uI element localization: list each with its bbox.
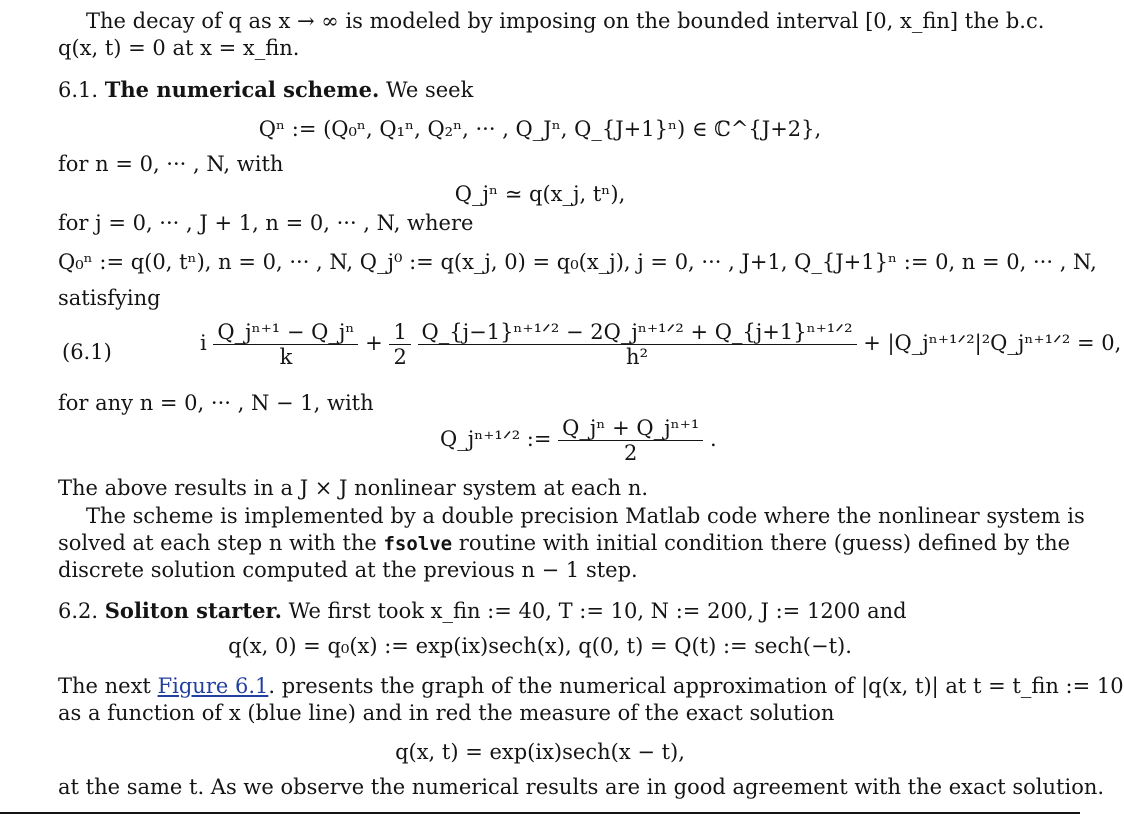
fraction-denominator: 2 [393,345,407,369]
text-for-n: for n = 0, ··· , N, with [58,152,284,176]
implementation-line-3: discrete solution computed at the previous n − 1 step. [58,558,638,582]
fraction-numerator: Q_{j−1}ⁿ⁺¹ᐟ² − 2Q_jⁿ⁺¹ᐟ² + Q_{j+1}ⁿ⁺¹ᐟ² [418,320,857,345]
section-lead: We first took x_fin := 40, T := 10, N := 200, J := 1200 and [288,599,907,623]
text-blue-red: as a function of x (blue line) and in red the measure of the exact solution [58,701,835,725]
page-bottom-rule [0,812,1080,814]
impl-text-b: routine with initial condition there (guess) defined by the [458,531,1071,555]
section-title: Soliton starter. [104,598,282,623]
boundary-definitions: Q₀ⁿ := q(0, tⁿ), n = 0, ··· , N, Q_j⁰ := q(x_j, 0) = q₀(x_j), j = 0, ··· , J+1, Q_{J+1}ⁿ := 0, n = 0, ··· , N, [58,250,1097,274]
fraction-time-difference [213,320,358,369]
equation-approximation: Q_jⁿ ≃ q(x_j, tⁿ), [454,182,626,206]
figure-6-1-link[interactable]: Figure 6.1 [157,674,269,698]
equation-initial-conditions: q(x, 0) = q₀(x) := exp(ix)sech(x), q(0, t) = Q(t) := sech(−t). [228,634,852,658]
nonlinear-term: + |Q_jⁿ⁺¹ᐟ²|²Q_jⁿ⁺¹ᐟ² = 0, [863,331,1122,355]
section-title: The numerical scheme. [104,77,380,102]
section-lead: We seek [386,78,474,102]
text-next-figure [58,673,1124,699]
plus-sign: + [365,331,383,355]
equation-number: (6.1) [62,340,112,364]
implementation-line-1: The scheme is implemented by a double precision Matlab code where the nonlinear system is [86,504,1085,528]
fraction-denominator: k [279,345,293,369]
text-for-any-n: for any n = 0, ··· , N − 1, with [58,391,374,415]
text-closing: at the same t. As we observe the numerical results are in good agreement with the exact solution. [58,775,1105,799]
implementation-line-2 [58,530,1070,557]
fraction-one-half [389,320,410,369]
equation-Qn-definition: Qⁿ := (Q₀ⁿ, Q₁ⁿ, Q₂ⁿ, ··· , Q_Jⁿ, Q_{J+1}ⁿ) ∈ ℂ^{J+2}, [258,117,822,141]
section-6-2-heading [58,598,907,624]
next-text-a: The next [58,674,151,698]
section-6-1-heading [58,77,473,103]
fraction-average [558,416,703,465]
intro-line-1: The decay of q as x → ∞ is modeled by imposing on the bounded interval [0, x_fin] the b.c. [86,9,1045,33]
half-step-end: . [709,427,717,451]
section-number: 6.2. [58,599,99,623]
intro-line-2: q(x, t) = 0 at x = x_fin. [58,36,300,60]
eq-i: i [200,331,207,355]
fraction-space-difference [418,320,857,369]
next-text-b: . presents the graph of the numerical approximation of |q(x, t)| at t = t_fin := 10 [268,674,1124,698]
fsolve-code: fsolve [383,533,453,555]
equation-6-1 [200,318,1121,369]
equation-half-step [440,414,717,465]
fraction-numerator: Q_jⁿ + Q_jⁿ⁺¹ [558,416,703,441]
fraction-numerator: 1 [389,320,410,345]
section-number: 6.1. [58,78,99,102]
text-nonlinear-system: The above results in a J × J nonlinear system at each n. [58,476,649,500]
fraction-denominator: 2 [624,441,638,465]
impl-text-a: solved at each step n with the [58,531,377,555]
fraction-numerator: Q_jⁿ⁺¹ − Q_jⁿ [213,320,358,345]
fraction-denominator: h² [626,345,648,369]
equation-exact-solution: q(x, t) = exp(ix)sech(x − t), [395,740,685,764]
text-satisfying: satisfying [58,286,161,310]
half-step-lhs: Q_jⁿ⁺¹ᐟ² := [440,427,552,451]
text-for-j: for j = 0, ··· , J + 1, n = 0, ··· , N, where [58,211,474,235]
